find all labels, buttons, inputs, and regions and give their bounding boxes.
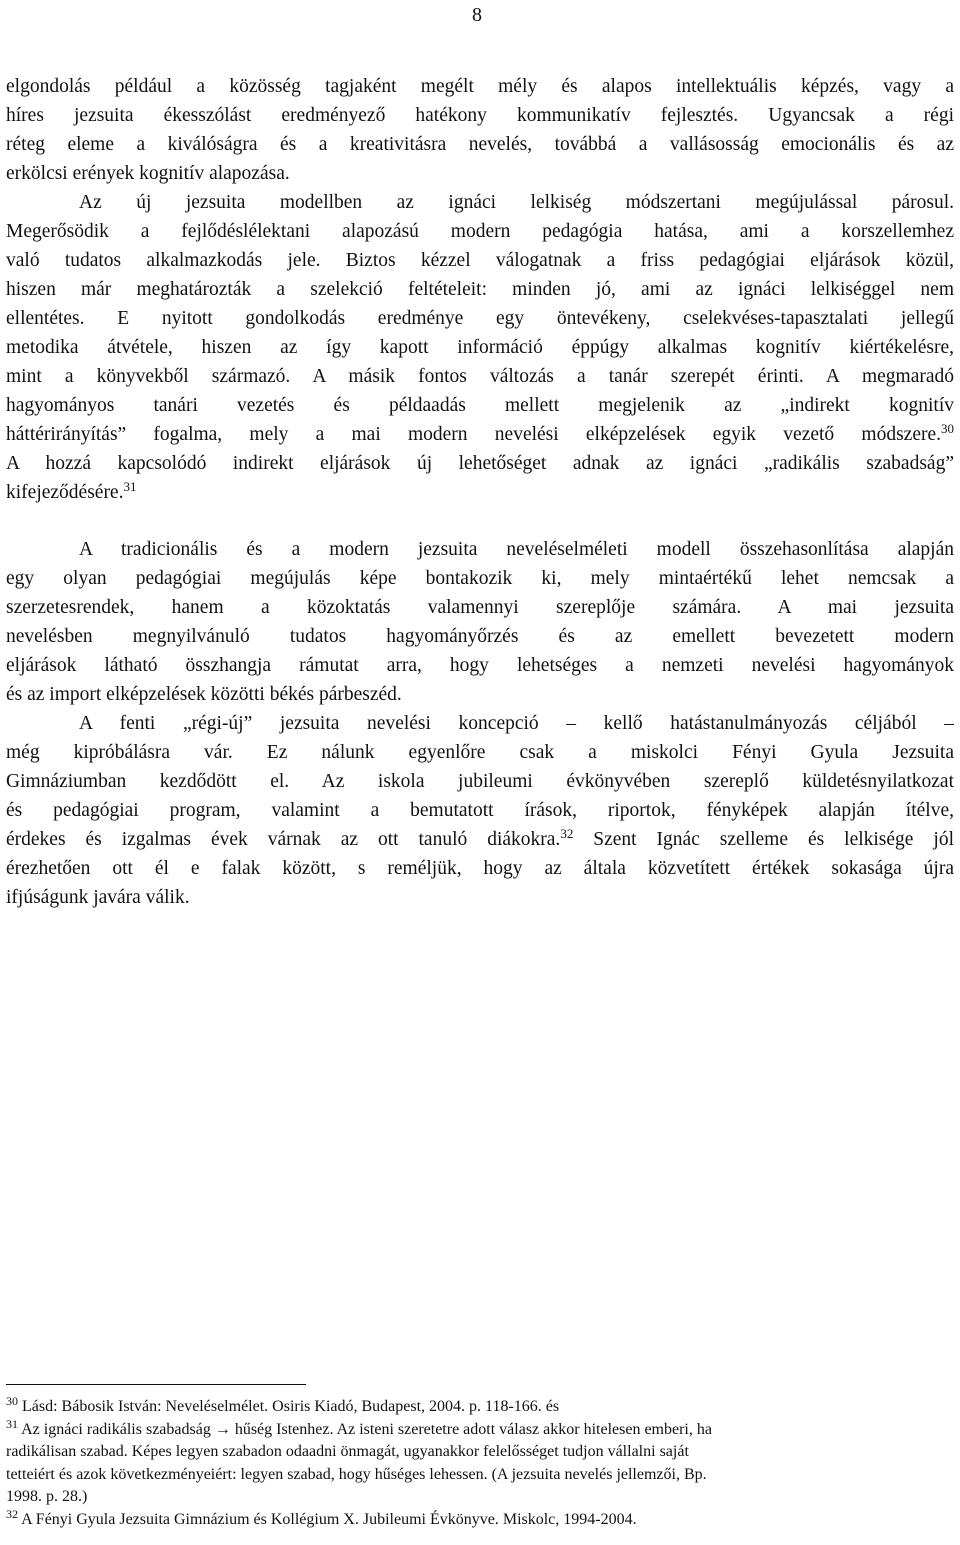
- text-line: [6, 420, 954, 449]
- footnote-32: [6, 1506, 954, 1532]
- text-line: ifjúságunk javára válik.: [6, 887, 190, 908]
- footnote-number: 32: [6, 1506, 18, 1521]
- footnote-line: [6, 1506, 954, 1532]
- text-line: A hozzá kapcsolódó indirekt eljárások új lehetőséget adnak az ignáci „radikális szabadság”: [6, 453, 954, 474]
- text-line: erkölcsi erények kognitív alapozása.: [6, 163, 290, 184]
- text-line: mint a könyvekből származó. A másik fontos változás a tanár szerepét érinti. A megmaradó: [6, 366, 954, 387]
- text-segment: kifejeződésére.: [6, 482, 124, 503]
- paragraph-3: [6, 709, 954, 912]
- text-line: érezhetően ott él e falak között, s reméljük, hogy az általa közvetített értékek sokasága újra: [6, 858, 954, 879]
- page-number: 8: [472, 4, 482, 26]
- text-line: A fenti „régi-új” jezsuita nevelési koncepció – kellő hatástanulmányozás céljából –: [79, 713, 954, 734]
- text-segment: Szent Ignác szelleme és lelkisége jól: [593, 829, 954, 850]
- text-line: elgondolás például a közösség tagjaként megélt mély és alapos intellektuális képzés, vagy a: [6, 76, 954, 97]
- footnote-line: [6, 1416, 954, 1442]
- paragraph-1: [6, 72, 954, 507]
- footnote-line: radikálisan szabad. Képes legyen szabadon odaadni önmagát, ugyanakkor felelősséget tudjon vállalni saját: [6, 1443, 689, 1460]
- text-line: [6, 825, 954, 854]
- footnote-line: tetteiért és azok következményeiért: legyen szabad, hogy hűséges lehessen. (A jezsuita nevelés jellemzői, Bp.: [6, 1465, 707, 1483]
- text-line: hagyományos tanári vezetés és példaadás mellett megjelenik az „indirekt kognitív: [6, 395, 954, 416]
- text-line: nevelésben megnyilvánuló tudatos hagyományőrzés és az emellett bevezetett modern: [6, 626, 954, 647]
- text-line: A tradicionális és a modern jezsuita neveléselméleti modell összehasonlítása alapján: [79, 539, 954, 560]
- text-line: hiszen már meghatározták a szelekció feltételeit: minden jó, ami az ignáci lelkiséggel nem: [6, 279, 954, 300]
- text-segment: háttérirányítás” fogalma, mely a mai modern nevelési elképzelések egyik vezető módszere.: [6, 424, 941, 445]
- text-line: való tudatos alkalmazkodás jele. Biztos kézzel válogatnak a friss pedagógiai eljárások közül,: [6, 250, 954, 271]
- text-line: híres jezsuita ékesszólást eredményező hatékony kommunikatív fejlesztés. Ugyancsak a régi: [6, 105, 954, 126]
- footnotes: [6, 1396, 954, 1531]
- text-line: és pedagógiai program, valamint a bemutatott írások, riportok, fényképek alapján ítélve,: [6, 800, 954, 821]
- text-line: Gimnáziumban kezdődött el. Az iskola jubileumi évkönyvében szereplő küldetésnyilatkozat: [6, 771, 954, 792]
- text-line: Az új jezsuita modellben az ignáci lelkiség módszertani megújulással párosul.: [79, 192, 954, 213]
- footnote-text: Lásd: Bábosik István: Neveléselmélet. Osiris Kiadó, Budapest, 2004. p. 118-166. és: [22, 1398, 560, 1415]
- footnote-text: Az ignáci radikális szabadság → hűség Istenhez. Az isteni szeretetre adott válasz akkor hitelesen emberi, ha: [21, 1420, 712, 1438]
- text-line: és az import elképzelések közötti békés párbeszéd.: [6, 684, 402, 705]
- body-text: [6, 72, 954, 912]
- footnote-ref[interactable]: 31: [123, 479, 137, 494]
- text-line: Megerősödik a fejlődéslélektani alapozású modern pedagógia hatása, ami a korszellemhez: [6, 221, 954, 242]
- footnote-divider: [6, 1384, 306, 1385]
- text-line: metodika átvétele, hiszen az így kapott információ éppúgy alkalmas kognitív kiértékelésre,: [6, 337, 954, 358]
- text-line: ellentétes. E nyitott gondolkodás eredménye egy öntevékeny, cselekvéses-tapasztalati jellegű: [6, 308, 954, 329]
- footnote-number: 31: [6, 1416, 18, 1431]
- footnote-line: [6, 1396, 954, 1419]
- paragraph-2: [6, 535, 954, 709]
- footnote-30: [6, 1396, 954, 1419]
- text-line: még kipróbálásra vár. Ez nálunk egyenlőre csak a miskolci Fényi Gyula Jezsuita: [6, 742, 954, 763]
- footnote-number: 30: [6, 1394, 18, 1408]
- footnote-ref[interactable]: 32: [560, 826, 574, 841]
- text-line: eljárások látható összhangja rámutat arra, hogy lehetséges a nemzeti nevelési hagyományok: [6, 655, 954, 676]
- footnote-line: 1998. p. 28.): [6, 1488, 88, 1505]
- text-line: egy olyan pedagógiai megújulás képe bontakozik ki, mely mintaértékű lehet nemcsak a: [6, 568, 954, 589]
- text-line: [6, 478, 954, 507]
- paragraph-gap: [6, 507, 954, 535]
- text-line: szerzetesrendek, hanem a közoktatás valamennyi szereplője számára. A mai jezsuita: [6, 597, 954, 618]
- footnote-31: [6, 1416, 954, 1509]
- footnote-text: A Fényi Gyula Jezsuita Gimnázium és Kollégium X. Jubileumi Évkönyve. Miskolc, 1994-2004.: [21, 1510, 637, 1528]
- text-segment: érdekes és izgalmas évek várnak az ott tanuló diákokra.: [6, 829, 561, 850]
- text-line: réteg eleme a kiválóságra és a kreativitásra nevelés, továbbá a vallásosság emocionális és az: [6, 134, 954, 155]
- footnote-ref[interactable]: 30: [941, 421, 954, 436]
